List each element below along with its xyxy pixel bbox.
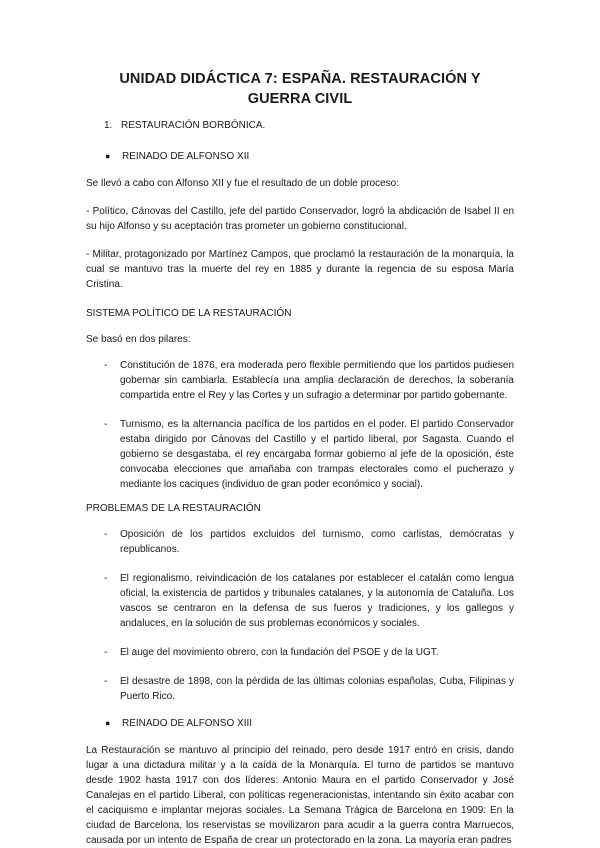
list-dash: -: [104, 419, 108, 430]
military-process-paragraph: - Militar, protagonizado por Martínez Campos, que proclamó la restauración de la monarquía, la cual se mantuvo tras la muerte del rey en 1885 y durante la regencia de su esposa María Cristina.: [86, 249, 514, 290]
document-body: [86, 118, 514, 848]
bullet-heading-alfonso-xiii: [105, 716, 514, 731]
list-item: [86, 358, 514, 403]
pillars-list: [86, 358, 514, 492]
heading-problems: PROBLEMAS DE LA RESTAURACIÓN: [86, 503, 261, 514]
list-dash: -: [104, 529, 108, 540]
political-process-paragraph: - Político, Cánovas del Castillo, jefe del partido Conservador, logró la abdicación de Isabel II en su hijo Alfonso y su aceptación tras prometer un gobierno constitucional.: [86, 206, 514, 232]
list-item: [86, 417, 514, 492]
list-item-text: Turnismo, es la alternancia pacífica de los partidos en el poder. El partido Conservador estaba dirigido por Cánovas del Castillo y el partido liberal, por Sagasta. Cuando el gobierno se desgastaba, el rey encargaba formar gobierno al jefe de la oposición, éste convocaba elecciones que amañaba con trampas electorales como el pucherazo y mediante los caciques (individuo de gran poder económico y social).: [120, 419, 514, 490]
list-item-text: El auge del movimiento obrero, con la fundación del PSOE y de la UGT.: [120, 647, 439, 658]
bullet-marker: ●: [105, 718, 111, 728]
bullet-label: REINADO DE ALFONSO XII: [122, 151, 250, 162]
list-item-text: El desastre de 1898, con la pérdida de las últimas colonias españolas, Cuba, Filipinas y Puerto Rico.: [120, 676, 514, 702]
list-item: [86, 674, 514, 704]
bullet-label: REINADO DE ALFONSO XIII: [122, 718, 253, 729]
list-item-text: El regionalismo, reivindicación de los catalanes por establecer el catalán como lengua oficial, la existencia de partidos y tribunales catalanes, y la autonomía de Cataluña. Los vascos se centraron en la defensa de sus fueros y tradiciones, y los gallegos y andaluces, en la solución de sus problemas económicos y sociales.: [120, 573, 514, 629]
section-number: 1.: [104, 120, 113, 131]
intro-paragraph: Se llevó a cabo con Alfonso XII y fue el resultado de un doble proceso:: [86, 178, 399, 189]
list-item-text: Oposición de los partidos excluidos del turnismo, como carlistas, demócratas y republicanos.: [120, 529, 514, 555]
list-dash: -: [104, 573, 108, 584]
list-dash: -: [104, 647, 108, 658]
section-heading-restauracion: [104, 118, 514, 133]
bullet-heading-alfonso-xii: [105, 149, 514, 164]
bullet-marker: ●: [105, 151, 111, 161]
alfonso-xiii-paragraph: La Restauración se mantuvo al principio del reinado, pero desde 1917 entró en crisis, dando lugar a una dictadura militar y a la caída de la Monarquía. El turno de partidos se mantuvo desde 1902 hasta 1917 con dos líderes: Antonio Maura en el partido Conservador y José Canalejas en el partido Liberal, con políticas regeneracionistas, intentando sin éxito acabar con el caciquismo e implantar mejoras sociales. La Semana Trágica de Barcelona en 1909: En la ciudad de Barcelona, los reservistas se movilizaron para acudir a la guerra contra Marruecos, causada por un intento de España de crear un protectorado en la zona. La mayoría eran padres: [86, 745, 514, 846]
problems-list: [86, 527, 514, 704]
page-title: UNIDAD DIDÁCTICA 7: ESPAÑA. RESTAURACIÓN Y GUERRA CIVIL: [119, 71, 481, 107]
list-item: [86, 527, 514, 557]
list-item: [86, 645, 514, 660]
list-dash: -: [104, 676, 108, 687]
list-dash: -: [104, 360, 108, 371]
section-label: RESTAURACIÓN BORBÓNICA.: [121, 120, 266, 131]
list-item-text: Constitución de 1876, era moderada pero flexible permitiendo que los partidos pudiesen gobernar sin cambiarla. Establecía una amplia declaración de derechos, la soberanía compartida entre el Rey y las Cortes y un sufragio a determinar por partido gobernante.: [120, 360, 514, 401]
heading-political-system: SISTEMA POLÍTICO DE LA RESTAURACIÓN: [86, 308, 292, 319]
list-item: [86, 571, 514, 631]
pillars-intro: Se basó en dos pilares:: [86, 334, 191, 345]
